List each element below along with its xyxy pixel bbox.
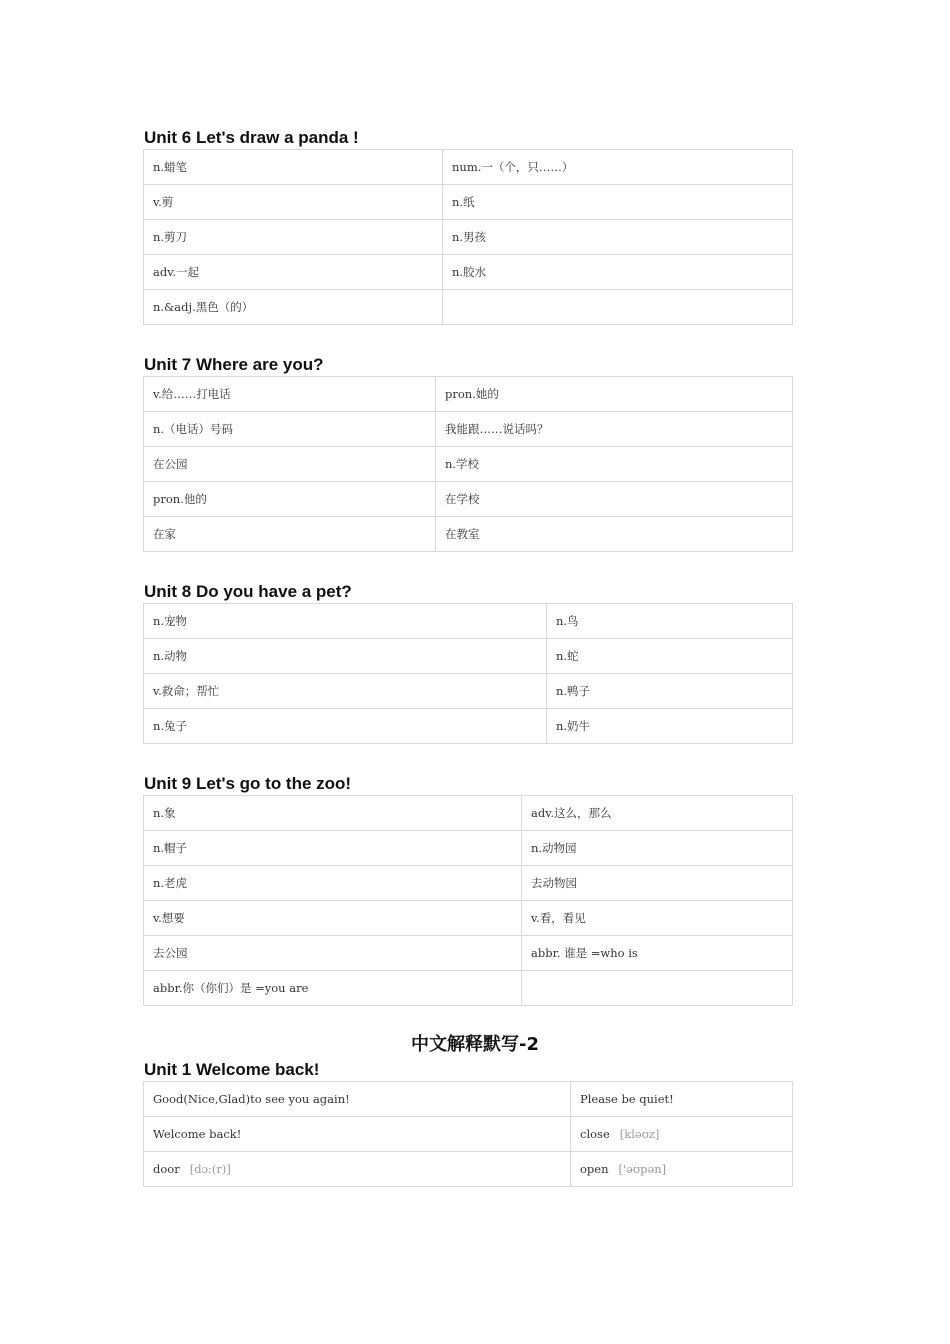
table-row <box>144 936 793 971</box>
phonetic-text: [kləʊz] <box>619 1127 660 1141</box>
table-cell: pron.他的 <box>144 482 436 517</box>
phonetic-text: ['əʊpən] <box>618 1162 667 1176</box>
table-cell <box>571 1082 793 1117</box>
table-row <box>144 482 793 517</box>
word-text: Good(Nice,Glad)to see you again! <box>153 1092 350 1106</box>
table-row <box>144 517 793 552</box>
table-cell: 去动物园 <box>522 866 793 901</box>
table-cell <box>144 1117 571 1152</box>
table-cell: pron.她的 <box>436 377 793 412</box>
table-row <box>144 255 793 290</box>
table-cell: n.动物 <box>144 639 547 674</box>
table-cell: n.蜡笔 <box>144 150 443 185</box>
table-cell: n.蛇 <box>547 639 793 674</box>
table-cell-empty <box>443 290 793 325</box>
table-cell: 在家 <box>144 517 436 552</box>
table-row <box>144 604 793 639</box>
table-cell: n.&adj.黑色（的） <box>144 290 443 325</box>
table-cell: v.给……打电话 <box>144 377 436 412</box>
unit-6-heading: Unit 6 Let's draw a panda ! <box>144 128 359 147</box>
table-cell: abbr. 谁是 =who is <box>522 936 793 971</box>
table-cell <box>571 1152 793 1187</box>
phonetic-text: [dɔ:(r)] <box>189 1162 231 1176</box>
table-row <box>144 1082 793 1117</box>
table-row <box>144 1117 793 1152</box>
table-row <box>144 185 793 220</box>
word-text: open <box>580 1162 609 1176</box>
table-cell: 去公园 <box>144 936 522 971</box>
table-cell: n.奶牛 <box>547 709 793 744</box>
unit-6-table <box>143 149 793 325</box>
table-cell: n.学校 <box>436 447 793 482</box>
unit-1-table <box>143 1081 793 1187</box>
table-cell: n.象 <box>144 796 522 831</box>
table-cell: v.看，看见 <box>522 901 793 936</box>
unit-7-heading: Unit 7 Where are you? <box>144 355 324 374</box>
table-cell: 在公园 <box>144 447 436 482</box>
table-row <box>144 796 793 831</box>
table-cell: n.鸭子 <box>547 674 793 709</box>
unit-8-table <box>143 603 793 744</box>
table-row <box>144 220 793 255</box>
table-row <box>144 290 793 325</box>
table-cell <box>571 1117 793 1152</box>
table-row <box>144 709 793 744</box>
table-cell: adv.一起 <box>144 255 443 290</box>
word-text: Welcome back! <box>153 1127 242 1141</box>
unit-8-heading: Unit 8 Do you have a pet? <box>144 582 352 601</box>
table-row <box>144 971 793 1006</box>
table-cell-empty <box>522 971 793 1006</box>
table-row <box>144 639 793 674</box>
table-row <box>144 901 793 936</box>
table-cell: v.想要 <box>144 901 522 936</box>
table-cell: n.动物园 <box>522 831 793 866</box>
table-row <box>144 377 793 412</box>
table-cell: n.鸟 <box>547 604 793 639</box>
table-cell: n.男孩 <box>443 220 793 255</box>
table-cell: n.剪刀 <box>144 220 443 255</box>
table-cell: 在学校 <box>436 482 793 517</box>
table-cell: n.兔子 <box>144 709 547 744</box>
table-cell: num.一（个，只……） <box>443 150 793 185</box>
table-row <box>144 150 793 185</box>
table-row <box>144 831 793 866</box>
table-row <box>144 866 793 901</box>
word-text: close <box>580 1127 610 1141</box>
table-row <box>144 674 793 709</box>
table-cell: v.剪 <box>144 185 443 220</box>
table-cell: n.帽子 <box>144 831 522 866</box>
table-cell: n.（电话）号码 <box>144 412 436 447</box>
unit-9-heading: Unit 9 Let's go to the zoo! <box>144 774 352 793</box>
table-cell: adv.这么，那么 <box>522 796 793 831</box>
table-cell: n.纸 <box>443 185 793 220</box>
table-cell <box>144 1082 571 1117</box>
table-cell: n.胶水 <box>443 255 793 290</box>
unit-7-table <box>143 376 793 552</box>
unit-9-table <box>143 795 793 1006</box>
table-cell <box>144 1152 571 1187</box>
table-row <box>144 1152 793 1187</box>
table-cell: n.宠物 <box>144 604 547 639</box>
table-cell: 在教室 <box>436 517 793 552</box>
word-text: Please be quiet! <box>580 1092 674 1106</box>
table-cell: abbr.你（你们）是 =you are <box>144 971 522 1006</box>
table-row <box>144 412 793 447</box>
table-cell: n.老虎 <box>144 866 522 901</box>
word-text: door <box>153 1162 180 1176</box>
table-cell: 我能跟……说话吗？ <box>436 412 793 447</box>
section-title: 中文解释默写-2 <box>411 1034 539 1055</box>
table-cell: v.救命；帮忙 <box>144 674 547 709</box>
table-row <box>144 447 793 482</box>
unit-1-heading: Unit 1 Welcome back! <box>144 1060 320 1079</box>
